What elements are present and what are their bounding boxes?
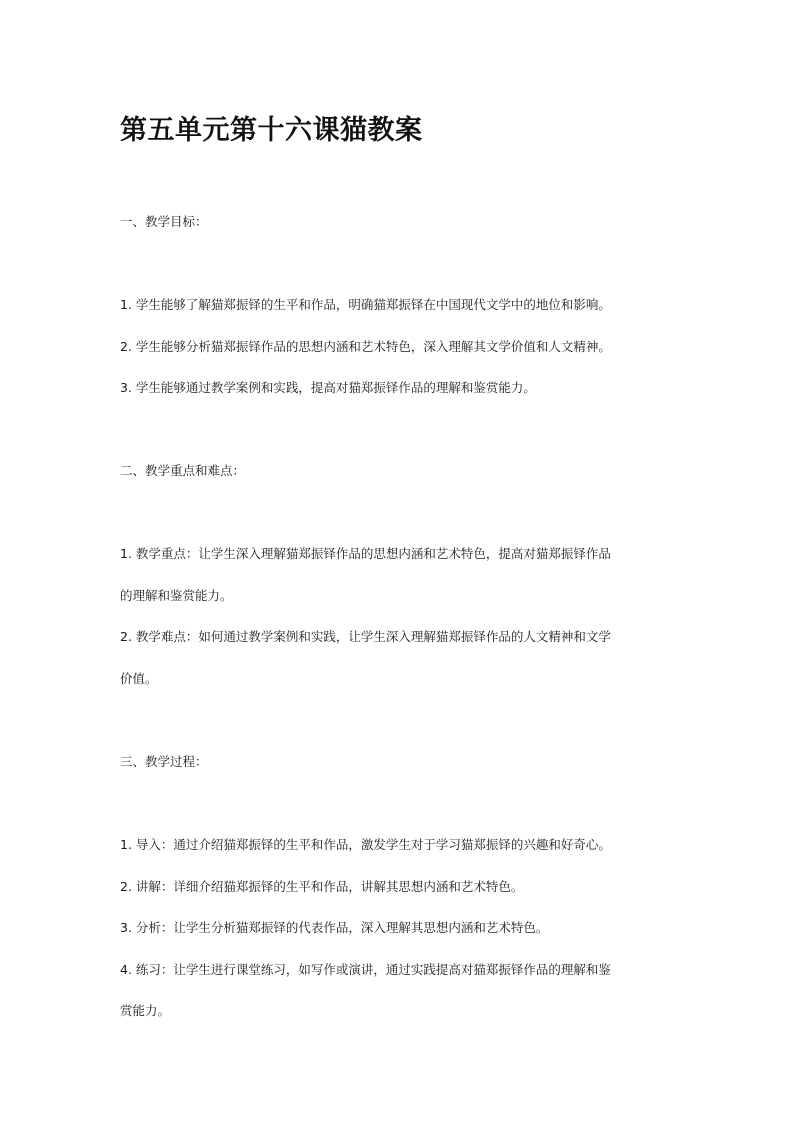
focus-item-1-line-2: 的理解和鉴赏能力。 <box>120 588 233 603</box>
process-item-2: 2. 讲解：详细介绍猫郑振铎的生平和作品，讲解其思想内涵和艺术特色。 <box>120 879 524 894</box>
section-heading-focus: 二、教学重点和难点： <box>120 463 246 478</box>
objective-item-2: 2. 学生能够分析猫郑振铎作品的思想内涵和艺术特色，深入理解其文学价值和人文精神。 <box>120 339 611 354</box>
process-item-4-line-2: 赏能力。 <box>120 1003 171 1018</box>
focus-item-2-line-1: 2. 教学难点：如何通过教学案例和实践，让学生深入理解猫郑振铎作品的人文精神和文学 <box>120 629 611 644</box>
process-item-1: 1. 导入：通过介绍猫郑振铎的生平和作品，激发学生对于学习猫郑振铎的兴趣和好奇心。 <box>120 837 611 852</box>
process-item-3: 3. 分析：让学生分析猫郑振铎的代表作品，深入理解其思想内涵和艺术特色。 <box>120 920 549 935</box>
focus-item-2-line-2: 价值。 <box>120 671 158 686</box>
objective-item-1: 1. 学生能够了解猫郑振铎的生平和作品，明确猫郑振铎在中国现代文学中的地位和影响。 <box>120 297 611 312</box>
page-title: 第五单元第十六课猫教案 <box>120 115 423 146</box>
section-heading-objectives: 一、教学目标： <box>120 214 208 229</box>
objective-item-3: 3. 学生能够通过教学案例和实践，提高对猫郑振铎作品的理解和鉴赏能力。 <box>120 380 536 395</box>
process-item-4-line-1: 4. 练习：让学生进行课堂练习，如写作或演讲，通过实践提高对猫郑振铎作品的理解和鉴 <box>120 962 611 977</box>
section-heading-process: 三、教学过程： <box>120 754 208 769</box>
focus-item-1-line-1: 1. 教学重点：让学生深入理解猫郑振铎作品的思想内涵和艺术特色，提高对猫郑振铎作品 <box>120 546 611 561</box>
